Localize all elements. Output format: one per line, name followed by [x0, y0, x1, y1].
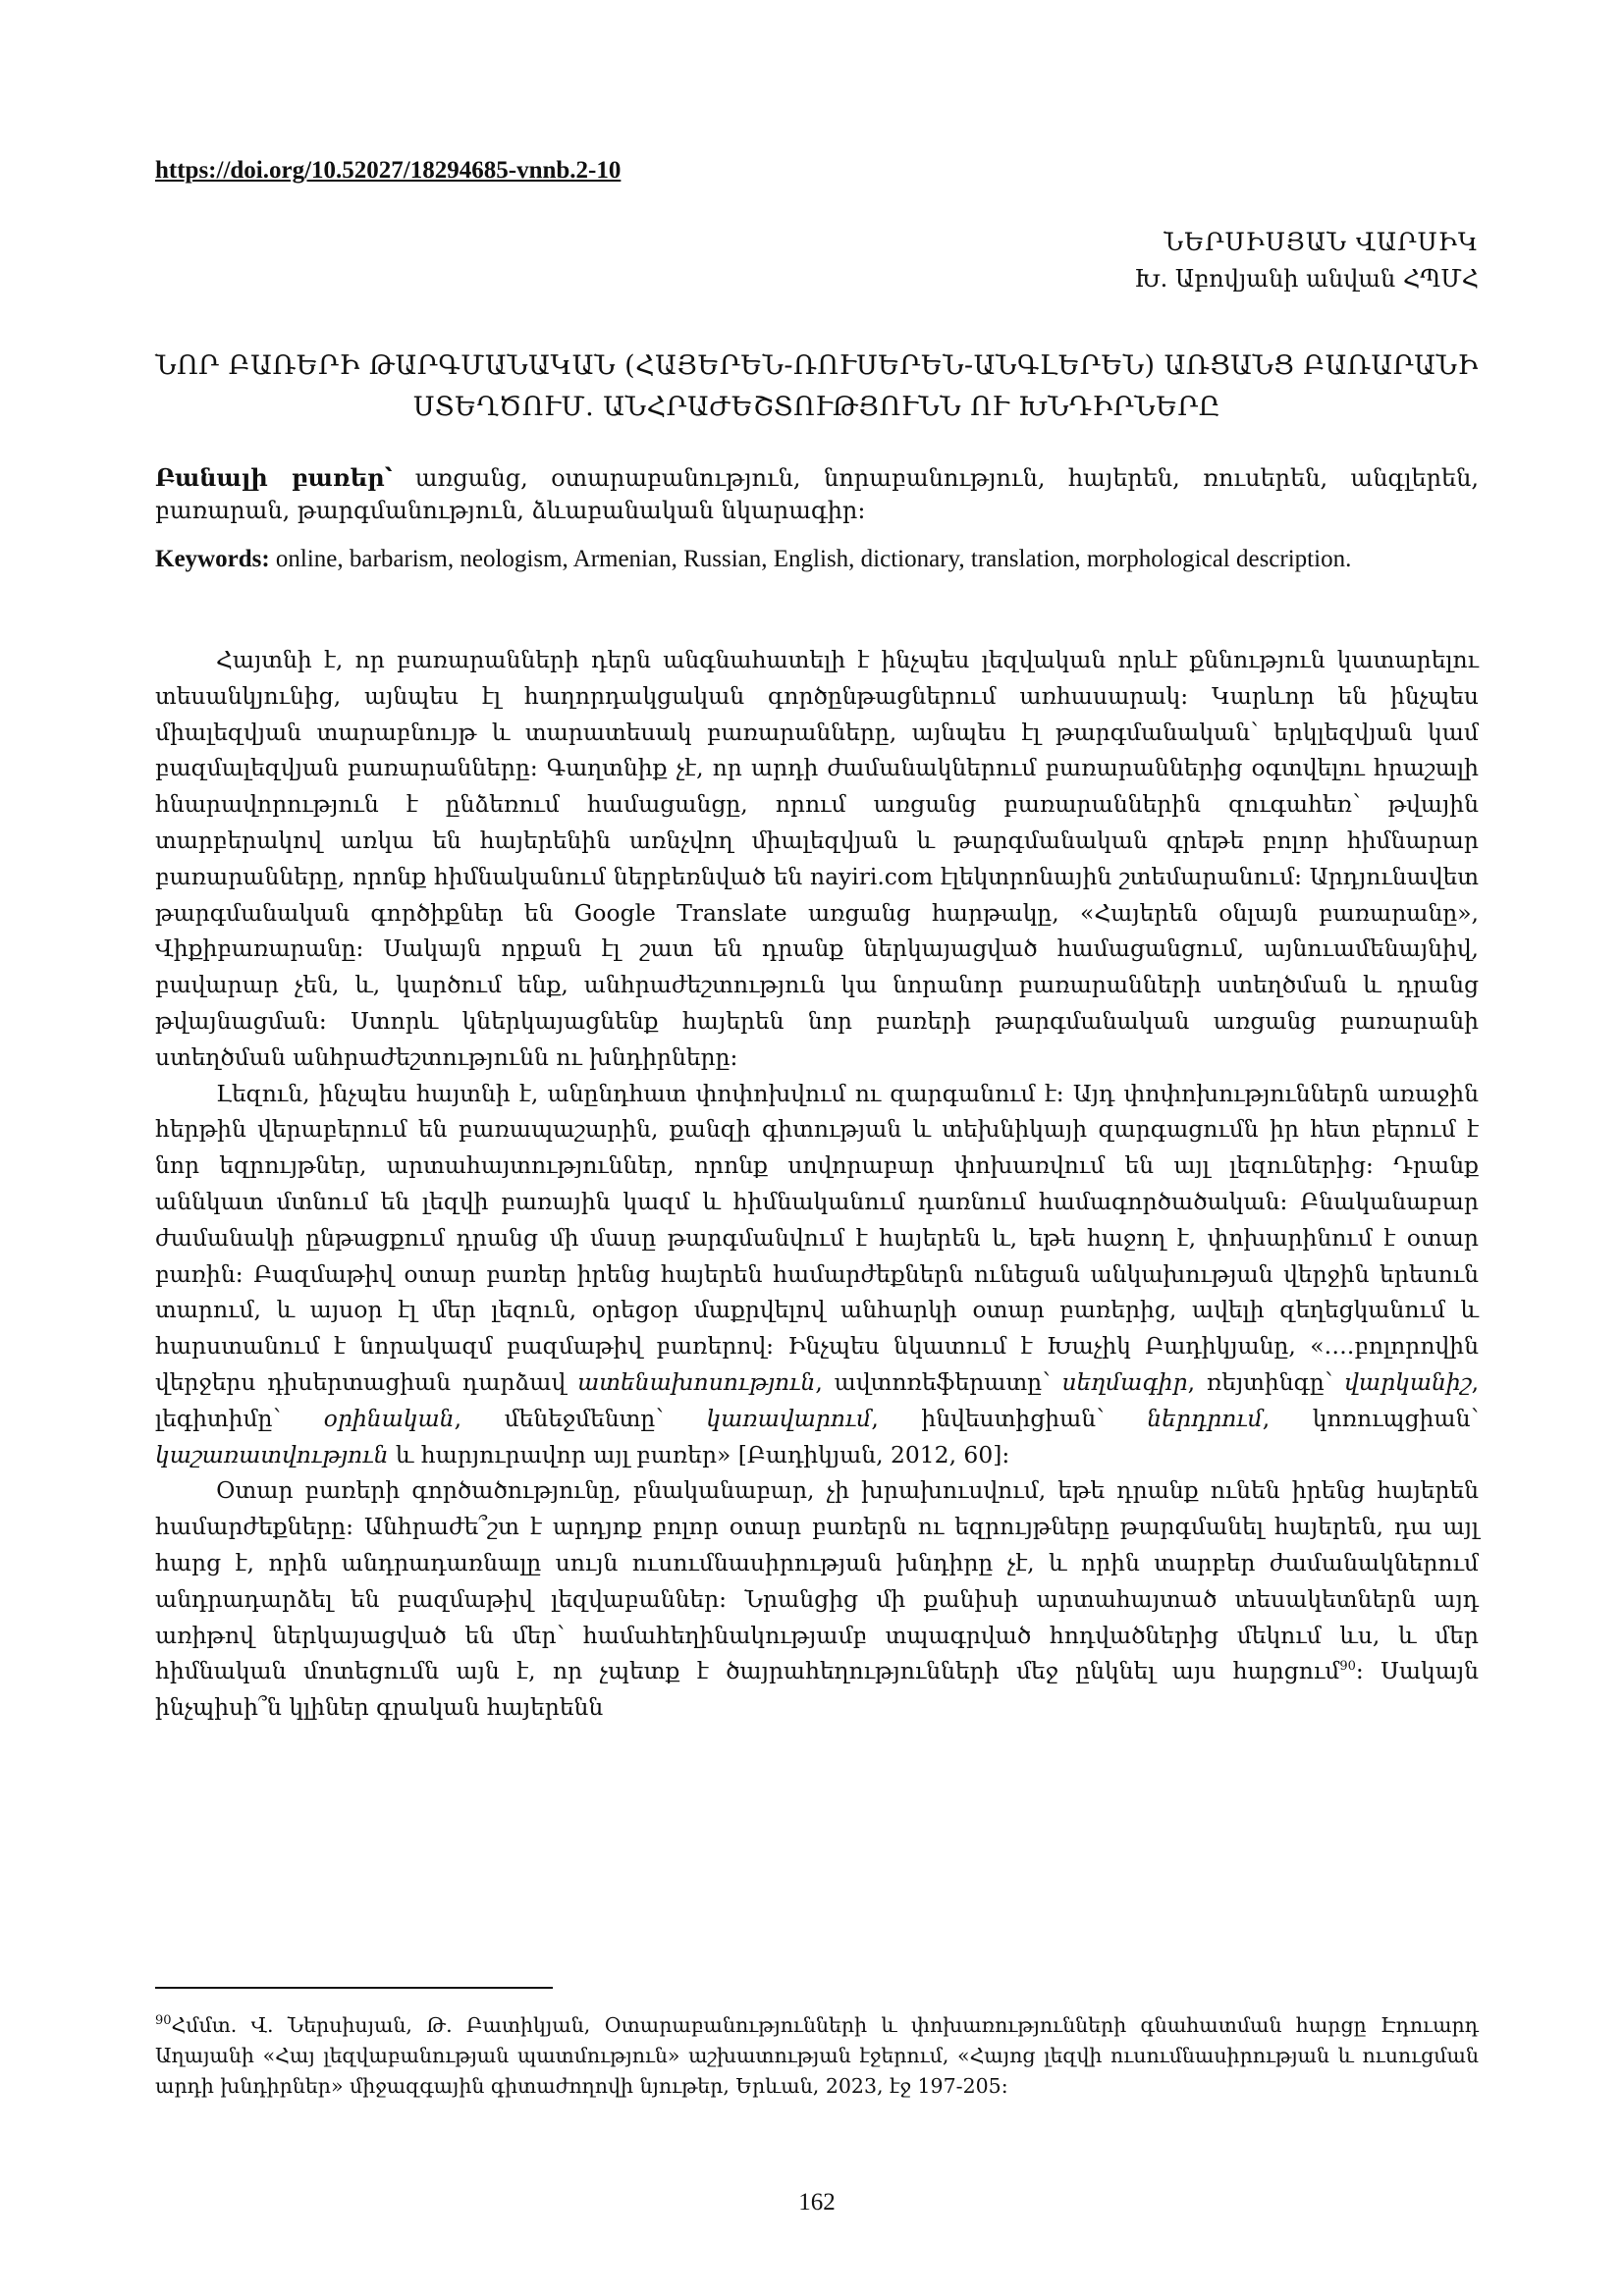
keywords-english	[155, 544, 1479, 575]
title-line-2: ՍՏԵՂԾՈՒՄ. ԱՆՀՐԱԺԵՇՏՈՒԹՅՈՒՆՆ ՈՒ ԽՆԴԻՐՆԵՐԸ	[412, 392, 1221, 422]
author-affiliation: Խ. Աբովյանի անվան ՀՊՄՀ	[1134, 265, 1479, 293]
paragraph-3-text-b: : Սակայն ինչպիսի՞ն կլիներ գրական հայերենն	[155, 1657, 1479, 1722]
keywords-english-text: online, barbarism, neologism, Armenian, Russian, English, dictionary, translation, morphological description.	[269, 546, 1352, 572]
doi-link[interactable]: https://doi.org/10.52027/18294685-vnnb.2-10	[155, 157, 622, 184]
italic-term-1: ատենախոսություն	[577, 1367, 816, 1396]
paragraph-2-text-g: , կոռուպցիան՝	[1262, 1404, 1479, 1432]
footnote-mark: 90	[155, 2013, 172, 2029]
paragraph-2	[155, 1076, 1479, 1473]
title-line-1: ՆՈՐ ԲԱՌԵՐԻ ԹԱՐԳՄԱՆԱԿԱՆ (ՀԱՅԵՐԵՆ-ՌՈՒՍԵՐԵՆ-ԱՆԳԼԵՐԵՆ) ԱՌՑԱՆՑ ԲԱՌԱՐԱՆԻ	[155, 350, 1479, 381]
paragraph-2-text-h: և հարյուրավոր այլ բառեր» [Բադիկյան, 2012, 60]:	[388, 1440, 1010, 1468]
paragraph-2-text-c: , ռեյտինգը՝	[1187, 1367, 1345, 1396]
paragraph-2-text-f: , ինվեստիցիան՝	[871, 1404, 1148, 1432]
footnote	[155, 2010, 1479, 2102]
page-number: 162	[798, 2189, 836, 2216]
author-block	[1134, 224, 1479, 296]
italic-term-3: վարկանիշ	[1344, 1367, 1472, 1396]
footnote-reference[interactable]: 90	[1339, 1659, 1356, 1675]
article-title	[155, 346, 1479, 428]
body-text	[155, 642, 1479, 1726]
italic-term-4: օրինական	[323, 1404, 455, 1432]
footnote-divider	[155, 1987, 553, 1989]
italic-term-5: կառավարում	[706, 1404, 872, 1432]
paragraph-3-text-a: Օտար բառերի գործածությունը, բնականաբար, չի խրախուսվում, եթե դրանք ունեն իրենց հայերեն համարժեքները: Անհրաժե՞շտ է արդյոք բոլոր օտար բառերն ու եզրույթները թարգմանել հայերեն, դա այլ հարց է, որին անդրադառնալը սույն ուսումնասիրության խնդիրը չէ, և որին տարբեր ժամանակներում անդրադարձել են բազմաթիվ լեզվաբաններ: Նրանցից մի քանիսի արտահայտած տեսակետներն այդ առիթով ներկայացված են մեր՝ համահեղինակությամբ տպագրված հոդվածներից մեկում ևս, և մեր հիմնական մոտեցումն այն է, որ չպետք է ծայրահեղությունների մեջ ընկնել այս հարցում	[155, 1476, 1479, 1685]
paragraph-2-text-e: , մենեջմենտը՝	[454, 1404, 707, 1432]
paragraph-3	[155, 1472, 1479, 1726]
paragraph-2-text-d: , լեգիտիմը՝	[155, 1367, 1479, 1432]
italic-term-2: սեղմագիր	[1061, 1367, 1188, 1396]
keywords-english-label: Keywords:	[155, 546, 270, 572]
keywords-armenian	[155, 461, 1479, 527]
paragraph-2-text-a: Լեզուն, ինչպես հայտնի է, անընդհատ փոփոխվում ու զարգանում է: Այդ փոփոխություններն առաջին հերթին վերաբերում են բառապաշարին, քանզի գիտության և տեխնիկայի զարգացումն իր հետ բերում է նոր եզրույթներ, արտահայտություններ, որոնք սովորաբար փոխառվում են այլ լեզուներից: Դրանք աննկատ մտնում են լեզվի բառային կազմ և հիմնականում դառնում համագործածական: Բնականաբար ժամանակի ընթացքում դրանց մի մասը թարգմանվում է հայերեն և, եթե հաջող է, փոխարինում է օտար բառին: Բազմաթիվ օտար բառեր իրենց հայերեն համարժեքներն ունեցան անկախության վերջին երեսուն տարում, և այսօր էլ մեր լեզուն, օրեցօր մաքրվելով անհարկի օտար բառերից, ավելի զեղեցկանում և հարստանում է նորակազմ բազմաթիվ բառերով: Ինչպես նկատում է Խաչիկ Բադիկյանը, «….բոլորովին վերջերս դիսերտացիան դարձավ	[155, 1079, 1479, 1396]
italic-term-6: ներդրում	[1147, 1404, 1263, 1432]
author-name: ՆԵՐՍԻՍՅԱՆ ՎԱՐՍԻԿ	[1164, 228, 1479, 256]
paragraph-1: Հայտնի է, որ բառարանների դերն անգնահատելի է ինչպես լեզվական որևէ քննություն կատարելու տեսանկյունից, այնպես էլ հաղորդակցական գործընթացներում առհասարակ: Կարևոր են ինչպես միալեզվյան տարաբնույթ և տարատեսակ բառարանները, այնպես էլ թարգմանական՝ երկլեզվյան կամ բազմալեզվյան բառարանները: Գաղտնիք չէ, որ արդի ժամանակներում բառարաններից օգտվելու հրաշալի հնարավորություն է ընձեռում համացանցը, որում առցանց բառարաններին զուգահեռ՝ թվային տարբերակով առկա են հայերենին առնչվող միալեզվյան և թարգմանական գրեթե բոլոր հիմնարար բառարանները, որոնք հիմնականում ներբեռնված են nayiri.com էլեկտրոնային շտեմարանում: Արդյունավետ թարգմանական գործիքներ են Google Translate առցանց հարթակը, «Հայերեն օնլայն բառարանը», Վիքիբառարանը: Սակայն որքան էլ շատ են դրանք ներկայացված համացանցում, այնուամենայնիվ, բավարար չեն, և, կարծում ենք, անհրաժեշտություն կա նորանոր բառարանների ստեղծման և դրանց թվայնացման: Ստորև կներկայացնենք հայերեն նոր բառերի թարգմանական առցանց բառարանի ստեղծման անհրաժեշտությունն ու խնդիրները:	[155, 646, 1479, 1071]
keywords-armenian-label: Բանալի բառեր՝	[155, 463, 393, 492]
keywords-armenian-text: առցանց, օտարաբանություն, նորաբանություն, հայերեն, ռուսերեն, անգլերեն, բառարան, թարգմանություն, ձևաբանական նկարագիր:	[155, 464, 1479, 524]
italic-term-7: կաշառատվություն	[155, 1440, 389, 1468]
footnote-text: Հմմտ. Վ. Ներսիսյան, Թ. Բատիկյան, Օտարաբանությունների և փոխառությունների գնահատման հարցը Էդուարդ Աղայանի «Հայ լեզվաբանության պատմություն» աշխատության էջերում, «Հայոց լեզվի ուսումնասիրության և ուսուցման արդի խնդիրներ» միջազգային գիտաժողովի նյութեր, Երևան, 2023, էջ 197-205:	[155, 2013, 1479, 2098]
paragraph-2-text-b: , ավտոռեֆերատը՝	[815, 1367, 1062, 1396]
